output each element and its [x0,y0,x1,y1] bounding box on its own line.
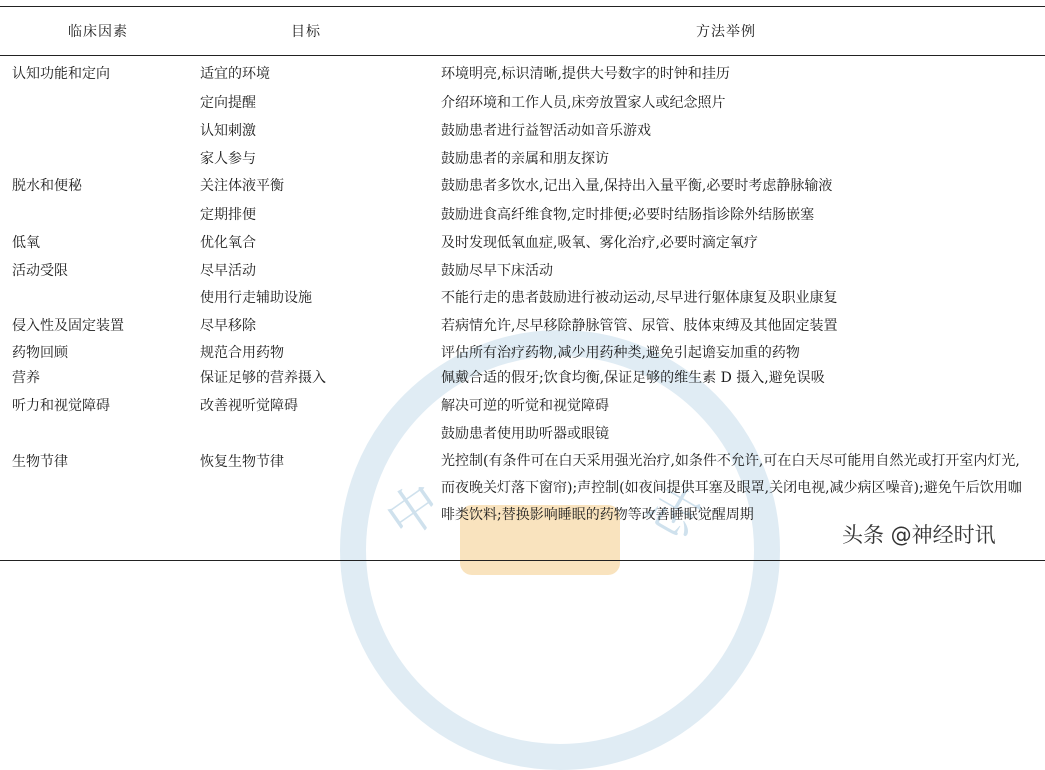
row-goal: 使用行走辅助设施 [200,290,312,306]
row-cause: 活动受限 [12,263,68,279]
row-method: 鼓励尽早下床活动 [441,263,553,279]
row-method: 鼓励进食高纤维食物,定时排便;必要时结肠指诊除外结肠嵌塞 [441,207,815,223]
row-goal: 改善视听觉障碍 [200,398,298,414]
row-cause: 认知功能和定向 [12,66,110,82]
table-header-rule [0,55,1045,56]
watermark-seal-glyph: 志 [635,473,711,552]
row-cause: 低氧 [12,235,40,251]
row-method: 评估所有治疗药物,减少用药种类,避免引起谵妄加重的药物 [441,345,800,361]
watermark-credit: 头条 @神经时讯 [838,519,1000,549]
row-goal: 优化氧合 [200,235,256,251]
header-goal: 目标 [291,24,321,40]
row-goal: 规范合用药物 [200,345,284,361]
row-cause: 药物回顾 [12,345,68,361]
row-method: 佩戴合适的假牙;饮食均衡,保证足够的维生素 D 摄入,避免误吸 [441,370,825,386]
row-method: 环境明亮,标识清晰,提供大号数字的时钟和挂历 [441,66,730,82]
row-goal: 家人参与 [200,151,256,167]
row-method: 不能行走的患者鼓励进行被动运动,尽早进行躯体康复及职业康复 [441,290,838,306]
header-method: 方法举例 [696,24,756,40]
watermark-seal-glyph: 中 [375,472,453,552]
row-cause: 生物节律 [12,454,68,470]
row-cause: 听力和视觉障碍 [12,398,110,414]
row-goal: 保证足够的营养摄入 [200,370,326,386]
row-goal: 适宜的环境 [200,66,270,82]
row-method: 解决可逆的听觉和视觉障碍 [441,398,609,414]
row-goal: 定期排便 [200,207,256,223]
table-top-rule [0,6,1045,7]
row-method: 若病情允许,尽早移除静脉管管、尿管、肢体束缚及其他固定装置 [441,318,838,334]
row-cause: 侵入性及固定装置 [12,318,124,334]
row-goal: 认知刺激 [200,123,256,139]
row-method: 介绍环境和工作人员,床旁放置家人或纪念照片 [441,95,726,111]
table-bottom-rule [0,560,1045,561]
row-cause: 脱水和便秘 [12,178,82,194]
row-method: 及时发现低氧血症,吸氧、雾化治疗,必要时滴定氧疗 [441,235,758,251]
row-goal: 恢复生物节律 [200,454,284,470]
row-method: 鼓励患者的亲属和朋友探访 [441,151,609,167]
row-goal: 尽早移除 [200,318,256,334]
row-method: 鼓励患者进行益智活动如音乐游戏 [441,123,651,139]
row-goal: 尽早活动 [200,263,256,279]
row-goal: 关注体液平衡 [200,178,284,194]
row-method-multiline: 光控制(有条件可在白天采用强光治疗,如条件不允许,可在白天尽可能用自然光或打开室内灯光,而夜晚关灯落下窗帘);声控制(如夜间提供耳塞及眼罩,关闭电视,减少病区噪音);避免午后饮用咖啡类饮料;替换影响睡眠的药物等改善睡眠觉醒周期 [441,453,1022,523]
row-goal: 定向提醒 [200,95,256,111]
row-method: 鼓励患者使用助听器或眼镜 [441,426,609,442]
row-method: 鼓励患者多饮水,记出入量,保持出入量平衡,必要时考虑静脉输液 [441,178,833,194]
row-cause: 营养 [12,370,40,386]
header-cause: 临床因素 [68,24,128,40]
